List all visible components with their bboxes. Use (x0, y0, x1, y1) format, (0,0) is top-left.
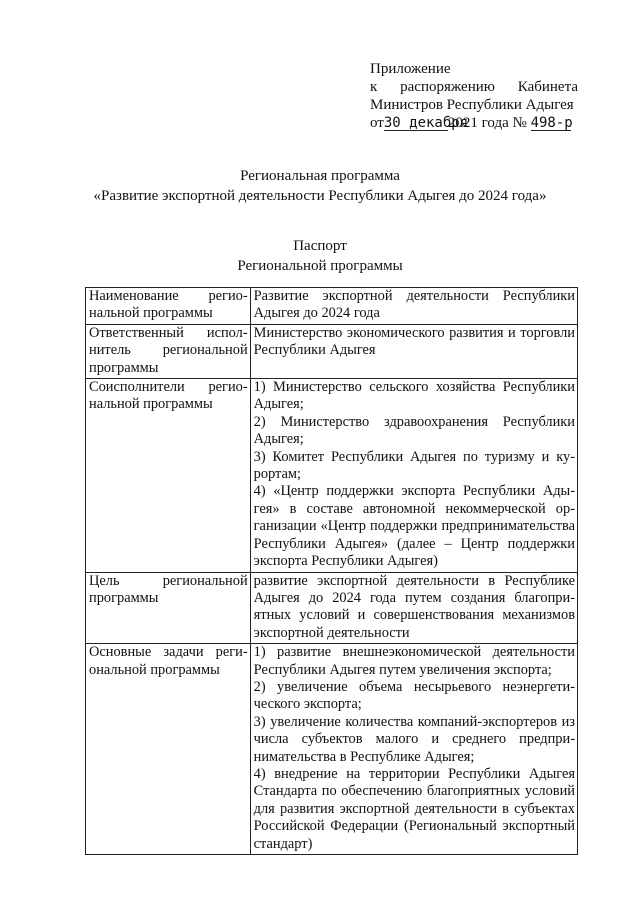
table-row (86, 379, 578, 572)
appendix-word-k: к (370, 79, 378, 95)
appendix-decree-line (370, 78, 578, 96)
appendix-year: 2021 года № (447, 115, 527, 131)
program-title-line2: «Развитие экспортной деятельности Республики Адыгея до 2024 года» (93, 188, 547, 204)
passport-table (85, 287, 578, 855)
appendix-title: Приложение (370, 61, 451, 77)
appendix-date-line (370, 114, 578, 132)
appendix-block (370, 60, 578, 132)
list-item: 2) увеличение объема несырьевого неэнергетического экспорта; (253, 678, 575, 713)
list-item: 4) «Центр поддержки экспорта Республики Адыгея» в составе автономной некоммерческой организации «Центр поддержки предпринимательства Республики Адыгея» (далее – Центр поддержки экспорта Республики Адыгея) (253, 483, 575, 570)
appendix-word-cabinet: Кабинета (517, 79, 578, 95)
row-label: Основные задачи региональной программы (86, 644, 251, 855)
table-row (86, 324, 578, 378)
list-item: 2) Министерство здравоохранения Республики Адыгея; (253, 413, 575, 448)
passport-title (0, 236, 640, 276)
program-title (0, 166, 640, 206)
list-item: 1) Министерство сельского хозяйства Республики Адыгея; (253, 379, 575, 413)
handwritten-date: 30 декабря (383, 115, 469, 131)
row-value: развитие экспортной деятельности в Республике Адыгея до 2024 года путем создания благоприятных условий и совершенствования механизмов экспортной деятельности (250, 572, 577, 644)
row-value: Министерство экономического развития и торговли Республики Адыгея (250, 324, 577, 378)
table-row (86, 572, 578, 644)
row-label: Цель региональной программы (86, 572, 251, 644)
row-value-list (250, 379, 577, 572)
passport-title-line1: Паспорт (293, 238, 347, 254)
appendix-from: от (370, 115, 384, 131)
passport-title-line2: Региональной программы (237, 258, 403, 274)
list-item: 1) развитие внешнеэкономической деятельности Республики Адыгея путем увеличения экспорта; (253, 644, 575, 678)
list-item: 3) Комитет Республики Адыгея по туризму и курортам; (253, 448, 575, 483)
table-row (86, 288, 578, 325)
row-label: Ответственный исполнитель региональной программы (86, 324, 251, 378)
list-item: 3) увеличение количества компаний-экспортеров из числа субъектов малого и среднего предпринимательства в Республике Адыгея; (253, 713, 575, 765)
list-item: 4) внедрение на территории Республики Адыгея Стандарта по обеспечению благоприятных условий для развития экспортной деятельности в субъектах Российской Федерации (Региональный экспортный стандарт) (253, 765, 575, 852)
row-value-list (250, 644, 577, 855)
appendix-ministers-line: Министров Республики Адыгея (370, 97, 574, 113)
row-label: Соисполнители региональной программы (86, 379, 251, 572)
appendix-word-decree: распоряжению (400, 79, 495, 95)
handwritten-number: 498-р (530, 115, 573, 131)
program-title-line1: Региональная программа (240, 168, 400, 184)
table-row (86, 644, 578, 855)
row-value: Развитие экспортной деятельности Республики Адыгея до 2024 года (250, 288, 577, 325)
row-label: Наименование региональной программы (86, 288, 251, 325)
